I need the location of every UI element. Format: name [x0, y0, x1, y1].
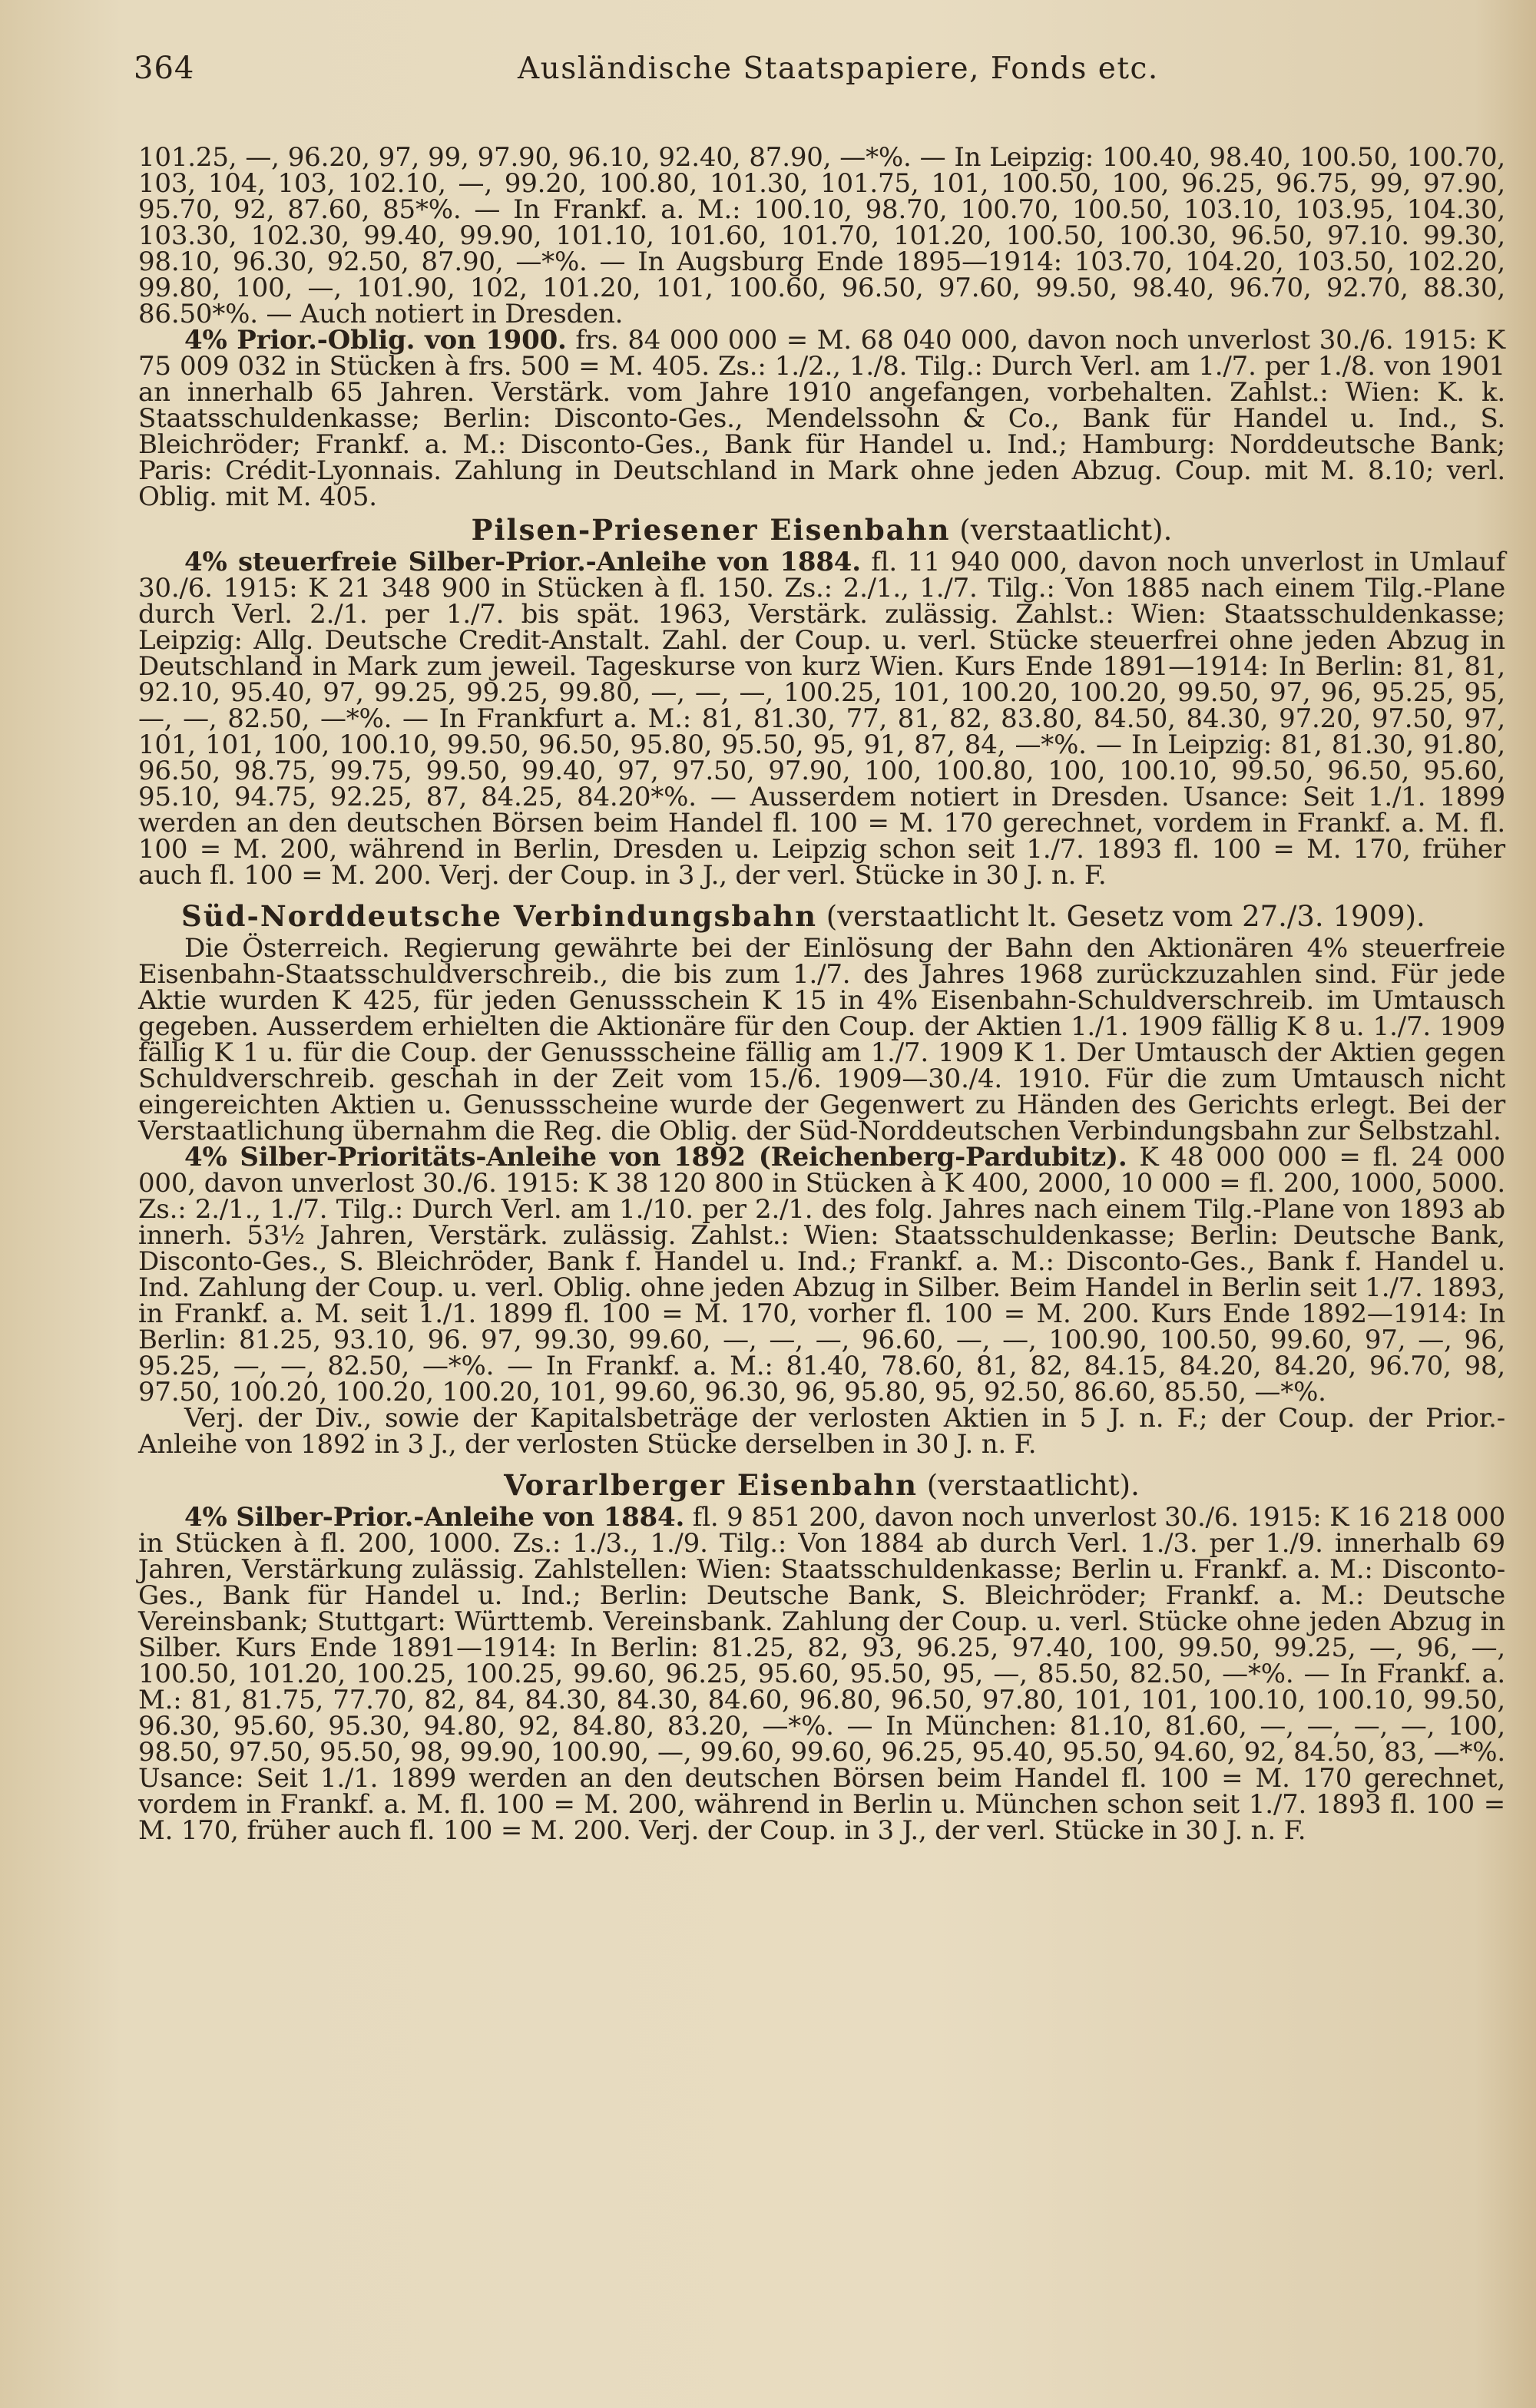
- vorarlberg-loan-title: 4% Silber-Prior.-Anleihe von 1884.: [184, 1502, 685, 1533]
- vorarlberg-loan-entry: [138, 1504, 1505, 1844]
- sued-loan-entry: [138, 1144, 1505, 1405]
- prior-oblig-1900-entry: [138, 327, 1505, 510]
- prior-oblig-1900-text: frs. 84 000 000 = M. 68 040 000, davon noch unverlost 30./6. 1915: K 75 009 032 in Stücken à frs. 500 = M. 405. Zs.: 1./2., 1./8. Tilg.: Durch Verl. am 1./7. per 1./8. von 1901 an innerhalb 65 Jahren. Verstärk. vom Jahre 1910 angefangen, vorbehalten. Zahlst.: Wien: K. k. Staatsschuldenkasse; Berlin: Disconto-Ges., Mendelssohn & Co., Bank für Handel u. Ind., S. Bleichröder; Frankf. a. M.: Disconto-Ges., Bank für Handel u. Ind.; Hamburg: Norddeutsche Bank; Paris: Crédit-Lyonnais. Zahlung in Deutschland in Mark ohne jeden Abzug. Coup. mit M. 8.10; verl. Oblig. mit M. 405.: [138, 325, 1506, 512]
- page-number: 364: [134, 51, 195, 86]
- sued-verjaehrung: Verj. der Div., sowie der Kapitalsbeträge der verlosten Aktien in 5 J. n. F.; der Coup. der Prior.-Anleihe von 1892 in 3 J., der verlosten Stücke derselben in 30 J. n. F.: [138, 1403, 1505, 1460]
- pilsen-loan-entry: [138, 547, 1505, 891]
- pilsen-loan-title: 4% steuerfreie Silber-Prior.-Anleihe von 1884.: [184, 547, 861, 577]
- pilsen-heading: [138, 513, 1505, 547]
- pilsen-heading-note: (verstaatlicht).: [950, 514, 1173, 547]
- sued-heading-name: Süd-Norddeutsche Verbindungsbahn: [181, 899, 817, 933]
- sued-loan-title: 4% Silber-Prioritäts-Anleihe von 1892 (Reichenberg-Pardubitz).: [184, 1142, 1127, 1173]
- sued-intro: Die Österreich. Regierung gewährte bei der Einlösung der Bahn den Aktionären 4% steuerfreie Eisenbahn-Staatsschuldverschreib., die bis zum 1./7. des Jahres 1968 zurückzuzahlen sind. Für jede Aktie wurden K 425, für jeden Genussschein K 15 in 4% Eisenbahn-Schuldverschreib. im Umtausch gegeben. Ausserdem erhielten die Aktionäre für den Coup. der Aktien 1./1. 1909 fällig K 8 u. 1./7. 1909 fällig K 1 u. für die Coup. der Genussscheine fällig am 1./7. 1909 K 1. Der Umtausch der Aktien gegen Schuldverschreib. geschah in der Zeit vom 15./6. 1909—30./4. 1910. Für die zum Umtausch nicht eingereichten Aktien u. Genussscheine wurde der Gegenwert zu Händen des Gerichts erlegt. Bei der Verstaatlichung übernahm die Reg. die Oblig. der Süd-Norddeutschen Verbindungsbahn zur Selbstzahl.: [138, 933, 1505, 1146]
- sued-heading-note: (verstaatlicht lt. Gesetz vom 27./3. 1909).: [817, 900, 1425, 933]
- prior-oblig-1900-title: 4% Prior.-Oblig. von 1900.: [184, 325, 567, 356]
- vorarlberg-heading: [138, 1468, 1505, 1503]
- intro-course-list: 101.25, —, 96.20, 97, 99, 97.90, 96.10, 92.40, 87.90, —*%. — In Leipzig: 100.40, 98.40, 100.50, 100.70, 103, 104, 103, 102.10, —, 99.20, 100.80, 101.30, 101.75, 101, 100.50, 100, 96.25, 96.75, 99, 97.90, 95.70, 92, 87.60, 85*%. — In Frankf. a. M.: 100.10, 98.70, 100.70, 100.50, 103.10, 103.95, 104.30, 103.30, 102.30, 99.40, 99.90, 101.10, 101.60, 101.70, 101.20, 100.50, 100.30, 96.50, 97.10. 99.30, 98.10, 96.30, 92.50, 87.90, —*%. — In Augsburg Ende 1895—1914: 103.70, 104.20, 103.50, 102.20, 99.80, 100, —, 101.90, 102, 101.20, 101, 100.60, 96.50, 97.60, 99.50, 98.40, 96.70, 92.70, 88.30, 86.50*%. — Auch notiert in Dresden.: [138, 142, 1505, 329]
- sued-heading: [181, 899, 1505, 934]
- pilsen-heading-name: Pilsen-Priesener Eisenbahn: [471, 513, 951, 547]
- running-title: Ausländische Staatspapiere, Fonds etc.: [518, 51, 1159, 86]
- page-header: [134, 51, 1505, 100]
- vorarlberg-heading-name: Vorarlberger Eisenbahn: [504, 1468, 919, 1502]
- vorarlberg-loan-text: fl. 9 851 200, davon noch unverlost 30./6. 1915: K 16 218 000 in Stücken à fl. 200, 1000. Zs.: 1./3., 1./9. Tilg.: Von 1884 ab durch Verl. 1./3. per 1./9. innerhalb 69 Jahren, Verstärkung zulässig. Zahlstellen: Wien: Staatsschuldenkasse; Berlin u. Frankf. a. M.: Disconto-Ges., Bank für Handel u. Ind.; Berlin: Deutsche Bank, S. Bleichröder; Frankf. a. M.: Deutsche Vereinsbank; Stuttgart: Württemb. Vereinsbank. Zahlung der Coup. u. verl. Stücke ohne jeden Abzug in Silber. Kurs Ende 1891—1914: In Berlin: 81.25, 82, 93, 96.25, 97.40, 100, 99.50, 99.25, —, 96, —, 100.50, 101.20, 100.25, 100.25, 99.60, 96.25, 95.60, 95.50, 95, —, 85.50, 82.50, —*%. — In Frankf. a. M.: 81, 81.75, 77.70, 82, 84, 84.30, 84.30, 84.60, 96.80, 96.50, 97.80, 101, 101, 100.10, 100.10, 99.50, 96.30, 95.60, 95.30, 94.80, 92, 84.80, 83.20, —*%. — In München: 81.10, 81.60, —, —, —, —, 100, 98.50, 97.50, 95.50, 98, 99.90, 100.90, —, 99.60, 99.60, 96.25, 95.40, 95.50, 94.60, 92, 84.50, 83, —*%. Usance: Seit 1./1. 1899 werden an den deutschen Börsen beim Handel fl. 100 = M. 170 gerechnet, vordem in Frankf. a. M. fl. 100 = M. 200, während in Berlin u. München schon seit 1./7. 1893 fl. 100 = M. 170, früher auch fl. 100 = M. 200. Verj. der Coup. in 3 J., der verl. Stücke in 30 J. n. F.: [138, 1502, 1505, 1846]
- pilsen-loan-text: fl. 11 940 000, davon noch unverlost in Umlauf 30./6. 1915: K 21 348 900 in Stücken à fl. 150. Zs.: 2./1., 1./7. Tilg.: Von 1885 nach einem Tilg.-Plane durch Verl. 2./1. per 1./7. bis spät. 1963, Verstärk. zulässig. Zahlst.: Wien: Staatsschuldenkasse; Leipzig: Allg. Deutsche Credit-Anstalt. Zahl. der Coup. u. verl. Stücke steuerfrei ohne jeden Abzug in Deutschland in Mark zum jeweil. Tageskurse von kurz Wien. Kurs Ende 1891—1914: In Berlin: 81, 81, 92.10, 95.40, 97, 99.25, 99.25, 99.80, —, —, —, 100.25, 101, 100.20, 100.20, 99.50, 97, 96, 95.25, 95, —, —, 82.50, —*%. — In Frankfurt a. M.: 81, 81.30, 77, 81, 82, 83.80, 84.50, 84.30, 97.20, 97.50, 97, 101, 101, 100, 100.10, 99.50, 96.50, 95.80, 95.50, 95, 91, 87, 84, —*%. — In Leipzig: 81, 81.30, 91.80, 96.50, 98.75, 99.75, 99.50, 99.40, 97, 97.50, 97.90, 100, 100.80, 100, 100.10, 99.50, 96.50, 95.60, 95.10, 94.75, 92.25, 87, 84.25, 84.20*%. — Ausserdem notiert in Dresden. Usance: Seit 1./1. 1899 werden an den deutschen Börsen beim Handel fl. 100 = M. 170 gerechnet, vordem in Frankf. a. M. fl. 100 = M. 200, während in Berlin, Dresden u. Leipzig schon seit 1./7. 1893 fl. 100 = M. 170, früher auch fl. 100 = M. 200. Verj. der Coup. in 3 J., der verl. Stücke in 30 J. n. F.: [138, 547, 1505, 891]
- vorarlberg-heading-note: (verstaatlicht).: [918, 1469, 1140, 1502]
- sued-loan-text: K 48 000 000 = fl. 24 000 000, davon unverlost 30./6. 1915: K 38 120 800 in Stücken à K 400, 2000, 10 000 = fl. 200, 1000, 5000. Zs.: 2./1., 1./7. Tilg.: Durch Verl. am 1./10. per 2./1. des folg. Jahres nach einem Tilg.-Plane von 1893 ab innerh. 53½ Jahren, Verstärk. zulässig. Zahlst.: Wien: Staatsschuldenkasse; Berlin: Deutsche Bank, Disconto-Ges., S. Bleichröder, Bank f. Handel u. Ind.; Frankf. a. M.: Disconto-Ges., Bank f. Handel u. Ind. Zahlung der Coup. u. verl. Oblig. ohne jeden Abzug in Silber. Beim Handel in Berlin seit 1./7. 1893, in Frankf. a. M. seit 1./1. 1899 fl. 100 = M. 170, vorher fl. 100 = M. 200. Kurs Ende 1892—1914: In Berlin: 81.25, 93.10, 96. 97, 99.30, 99.60, —, —, —, 96.60, —, —, 100.90, 100.50, 99.60, 97, —, 96, 95.25, —, —, 82.50, —*%. — In Frankf. a. M.: 81.40, 78.60, 81, 82, 84.15, 84.20, 84.20, 96.70, 98, 97.50, 100.20, 100.20, 100.20, 101, 99.60, 96.30, 96, 95.80, 95, 92.50, 86.60, 85.50, —*%.: [138, 1142, 1505, 1407]
